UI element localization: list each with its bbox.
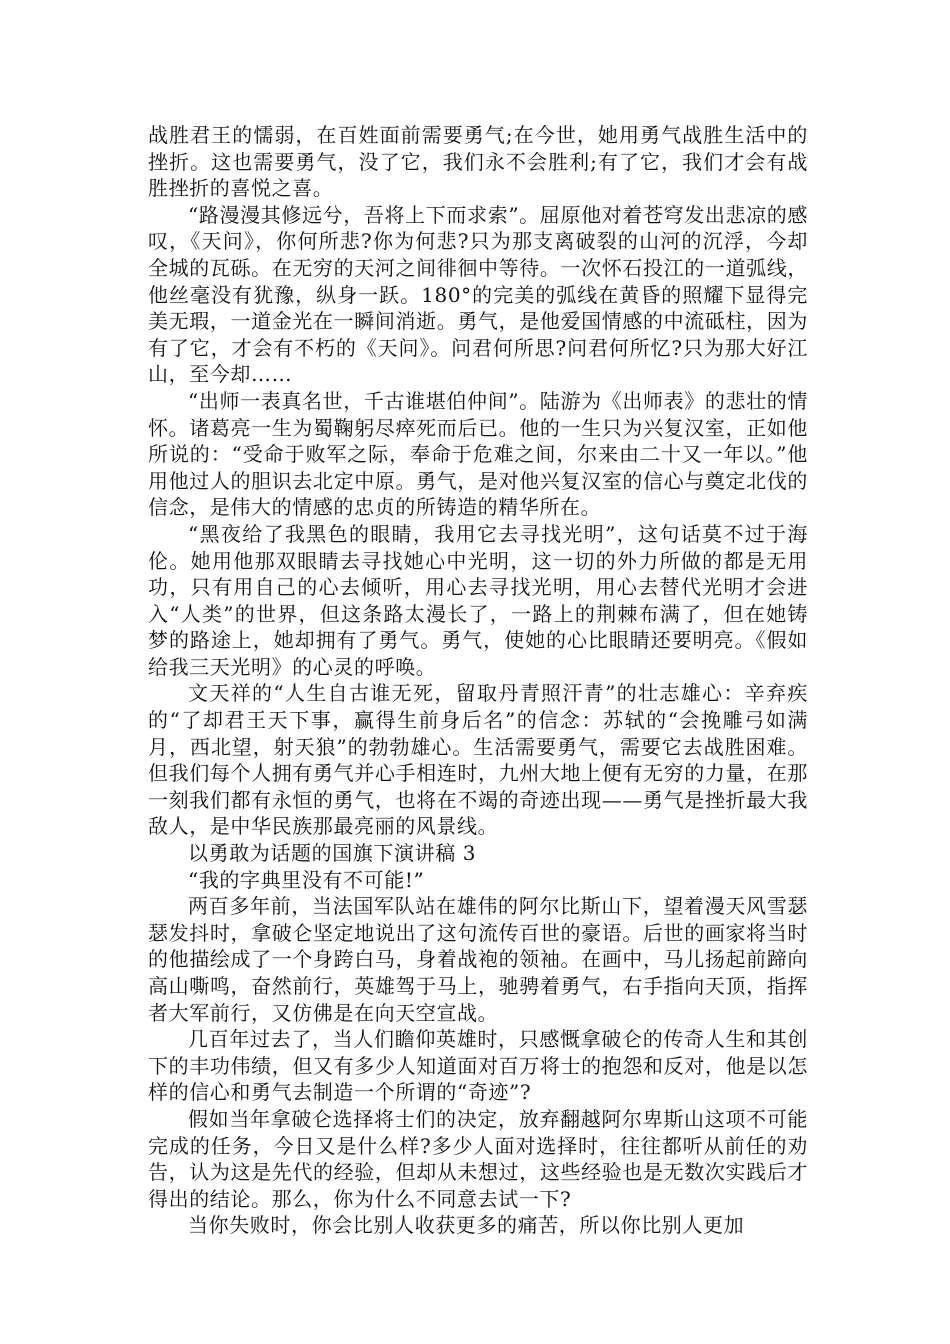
paragraph-1: 战胜君王的懦弱，在百姓面前需要勇气;在今世，她用勇气战胜生活中的挫折。这也需要勇气，没了它，我们永不会胜利;有了它，我们才会有战胜挫折的喜悦之喜。 — [148, 123, 808, 201]
paragraph-4: “黑夜给了我黑色的眼睛，我用它去寻找光明”，这句话莫不过于海伦。她用他那双眼睛去寻找她心中光明，这一切的外力所做的都是无用功，只有用自己的心去倾听，用心去寻找光明，用心去替代光明才会进入“人类”的世界，但这条路太漫长了，一路上的荆棘布满了，但在她铸梦的路途上，她却拥有了勇气。勇气，使她的心比眼睛还要明亮。《假如给我三天光明》的心灵的呼唤。 — [148, 521, 808, 679]
paragraph-5: 文天祥的“人生自古谁无死，留取丹青照汗青”的壮志雄心：辛弃疾的“了却君王天下事，赢得生前身后名”的信念：苏轼的“会挽雕弓如满月，西北望，射天狼”的勃勃雄心。生活需要勇气，需要它去战胜困难。但我们每个人拥有勇气并心手相连时，九州大地上便有无穷的力量，在那一刻我们都有永恒的勇气，也将在不竭的奇迹出现——勇气是挫折最大我敌人，是中华民族那最亮丽的风景线。 — [148, 681, 808, 839]
section-paragraph-3: 几百年过去了，当人们瞻仰英雄时，只感慨拿破仑的传奇人生和其创下的丰功伟绩，但又有多少人知道面对百万将士的抱怨和反对，他是以怎样的信心和勇气去制造一个所谓的“奇迹”? — [148, 1027, 808, 1105]
section-paragraph-5: 当你失败时，你会比别人收获更多的痛苦，所以你比别人更加 — [188, 1213, 745, 1238]
document-page — [148, 122, 808, 1239]
paragraph-3: “出师一表真名世，千古谁堪伯仲间”。陆游为《出师表》的悲壮的情怀。诸葛亮一生为蜀鞠躬尽瘁死而后已。他的一生只为兴复汉室，正如他所说的：“受命于败军之际，奉命于危难之间，尔来由二十又一年以。”他用他过人的胆识去北定中原。勇气，是对他兴复汉室的信心与奠定北伐的信念，是伟大的情感的忠贞的所铸造的精华所在。 — [148, 388, 808, 520]
section-paragraph-1: “我的字典里没有不可能!” — [188, 867, 425, 892]
section-paragraph-2: 两百多年前，当法国军队站在雄伟的阿尔比斯山下，望着漫天风雪瑟瑟发抖时，拿破仑坚定地说出了这句流传百世的豪语。后世的画家将当时的他描绘成了一个身跨白马，身着战袍的领袖。在画中，马儿扬起前蹄向高山嘶鸣，奋然前行，英雄驾于马上，驰骋着勇气，右手指向天顶，指挥者大军前行，又仿佛是在向天空宣战。 — [148, 894, 808, 1025]
section-title: 以勇敢为话题的国旗下演讲稿 3 — [188, 841, 477, 866]
paragraph-2: “路漫漫其修远兮，吾将上下而求索”。屈原他对着苍穹发出悲凉的感叹，《天问》，你何所悲?你为何悲?只为那支离破裂的山河的沉浮，今却全城的瓦砾。在无穷的天河之间徘徊中等待。一次怀石投江的一道弧线，他丝毫没有犹豫，纵身一跃。180°的完美的弧线在黄昏的照耀下显得完美无瑕，一道金光在一瞬间消逝。勇气，是他爱国情感的中流砥柱，因为有了它，才会有不朽的《天问》。问君何所思?问君何所忆?只为那大好江山，至今却…… — [148, 202, 808, 387]
section-paragraph-4: 假如当年拿破仑选择将士们的决定，放弃翻越阿尔卑斯山这项不可能完成的任务，今日又是什么样?多少人面对选择时，往往都听从前任的劝告，认为这是先代的经验，但却从未想过，这些经验也是无数次实践后才得出的结论。那么，你为什么不同意去试一下? — [148, 1106, 808, 1211]
